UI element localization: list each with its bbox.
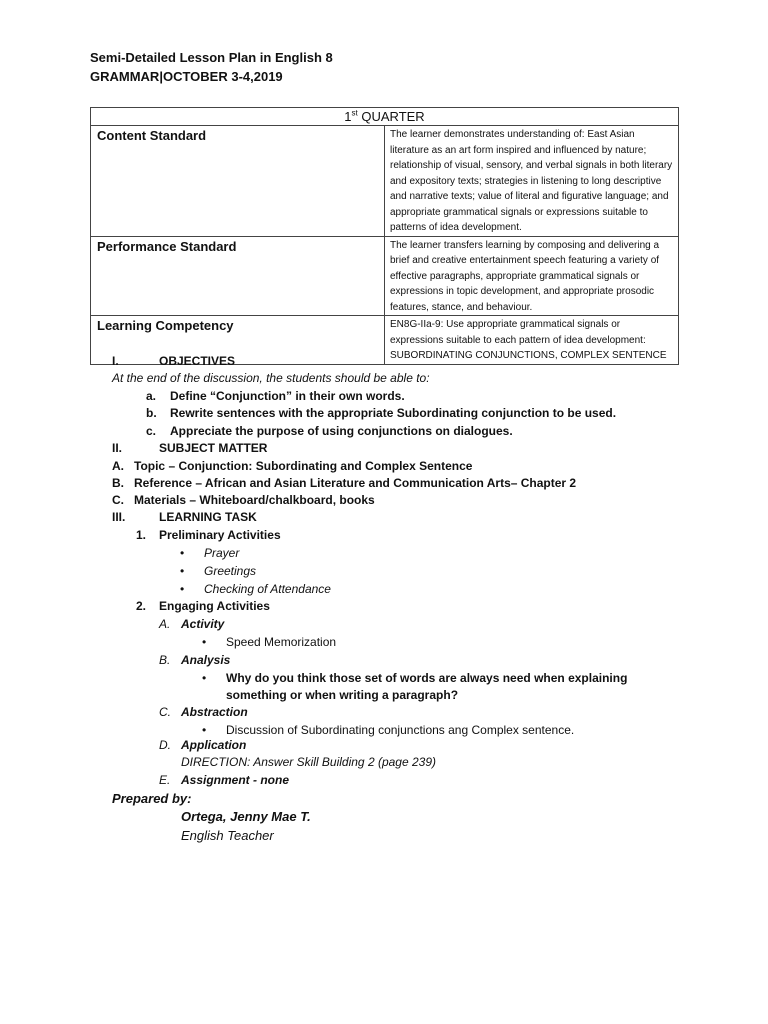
analysis-mark: B. xyxy=(159,653,171,667)
objective-a-mark: a. xyxy=(146,389,157,403)
application-heading: Application xyxy=(181,738,247,752)
quarter-number: 1 xyxy=(344,109,352,124)
analysis-question-line2: something or when writing a paragraph? xyxy=(226,688,459,702)
quarter-row xyxy=(91,108,679,126)
greetings-item: Greetings xyxy=(204,564,257,578)
preparer-name: Ortega, Jenny Mae T. xyxy=(181,809,311,824)
topic-text: Topic – Conjunction: Subordinating and Complex Sentence xyxy=(134,459,473,473)
analysis-heading: Analysis xyxy=(181,653,231,667)
objective-b-text: Rewrite sentences with the appropriate Subordinating conjunction to be used. xyxy=(170,406,617,420)
table-row xyxy=(91,236,679,316)
quarter-header xyxy=(91,108,679,126)
assignment-mark: E. xyxy=(159,773,171,787)
quarter-ordinal: st xyxy=(351,108,358,118)
content-standard-text: The learner demonstrates understanding of: East Asian literature as an art form inspired and influenced by nature; relationship of visual, sensory, and verbal signals in both literary and expository texts; strategies in listening to long descriptive and narrative texts; value of literal and figurative language; and appropriate grammatical signals or expressions suitable to patterns of idea development. xyxy=(385,126,679,237)
prepared-by-label: Prepared by: xyxy=(112,791,192,806)
attendance-item: Checking of Attendance xyxy=(204,582,331,596)
abstraction-mark: C. xyxy=(159,705,171,719)
objectives-intro: At the end of the discussion, the students should be able to: xyxy=(112,371,430,385)
bullet-icon: • xyxy=(180,582,185,596)
objectives-number: I. xyxy=(112,354,119,368)
engaging-heading: Engaging Activities xyxy=(159,599,270,613)
application-mark: D. xyxy=(159,738,171,752)
objective-c-text: Appreciate the purpose of using conjunctions on dialogues. xyxy=(170,424,513,438)
bullet-icon: • xyxy=(202,723,207,737)
abstraction-heading: Abstraction xyxy=(181,705,248,719)
assignment-heading: Assignment - none xyxy=(181,773,290,787)
speed-memorization-item: Speed Memorization xyxy=(226,635,337,649)
preliminary-mark: 1. xyxy=(136,528,147,542)
learning-task-number: III. xyxy=(112,510,126,524)
table-row xyxy=(91,126,679,237)
objectives-heading: OBJECTIVES xyxy=(159,354,236,368)
quarter-text: QUARTER xyxy=(361,109,425,124)
topic-mark: A. xyxy=(112,459,124,473)
bullet-icon: • xyxy=(180,546,185,560)
document-subtitle: GRAMMAR|OCTOBER 3-4,2019 xyxy=(90,69,283,84)
bullet-icon: • xyxy=(180,564,185,578)
analysis-question-line1: Why do you think those set of words are always need when explaining xyxy=(226,671,628,685)
engaging-mark: 2. xyxy=(136,599,147,613)
bullet-icon: • xyxy=(202,635,207,649)
reference-text: Reference – African and Asian Literature and Communication Arts– Chapter 2 xyxy=(134,476,577,490)
materials-text: Materials – Whiteboard/chalkboard, books xyxy=(134,493,375,507)
preparer-role: English Teacher xyxy=(181,828,274,843)
materials-mark: C. xyxy=(112,493,124,507)
performance-standard-text: The learner transfers learning by composing and delivering a brief and creative entertainment speech featuring a variety of effective paragraphs, appropriate grammatical signals or expressions in topic development, and appropriate prosodic features, stance, and behaviour. xyxy=(385,236,679,316)
learning-task-heading: LEARNING TASK xyxy=(159,510,257,524)
preliminary-heading: Preliminary Activities xyxy=(159,528,281,542)
activity-mark: A. xyxy=(159,617,171,631)
activity-heading: Activity xyxy=(181,617,225,631)
learning-competency-text: EN8G-IIa-9: Use appropriate grammatical signals or expressions suitable to each pattern of idea development: SUBORDINATING CONJUNCTIONS, COMPLEX SENTENCE xyxy=(385,316,679,365)
abstraction-item: Discussion of Subordinating conjunctions ang Complex sentence. xyxy=(226,723,575,737)
reference-mark: B. xyxy=(112,476,124,490)
document-title: Semi-Detailed Lesson Plan in English 8 xyxy=(90,50,333,65)
subject-matter-heading: SUBJECT MATTER xyxy=(159,441,268,455)
bullet-icon: • xyxy=(202,671,207,685)
objective-b-mark: b. xyxy=(146,406,157,420)
prayer-item: Prayer xyxy=(204,546,240,560)
performance-standard-label: Performance Standard xyxy=(91,236,385,316)
objective-c-mark: c. xyxy=(146,424,157,438)
content-standard-label: Content Standard xyxy=(91,126,385,237)
application-direction: DIRECTION: Answer Skill Building 2 (page 239) xyxy=(181,755,436,769)
learning-competency-label: Learning Competency xyxy=(91,316,385,365)
standards-table xyxy=(90,107,679,365)
objective-a-text: Define “Conjunction” in their own words. xyxy=(170,389,405,403)
subject-matter-number: II. xyxy=(112,441,123,455)
